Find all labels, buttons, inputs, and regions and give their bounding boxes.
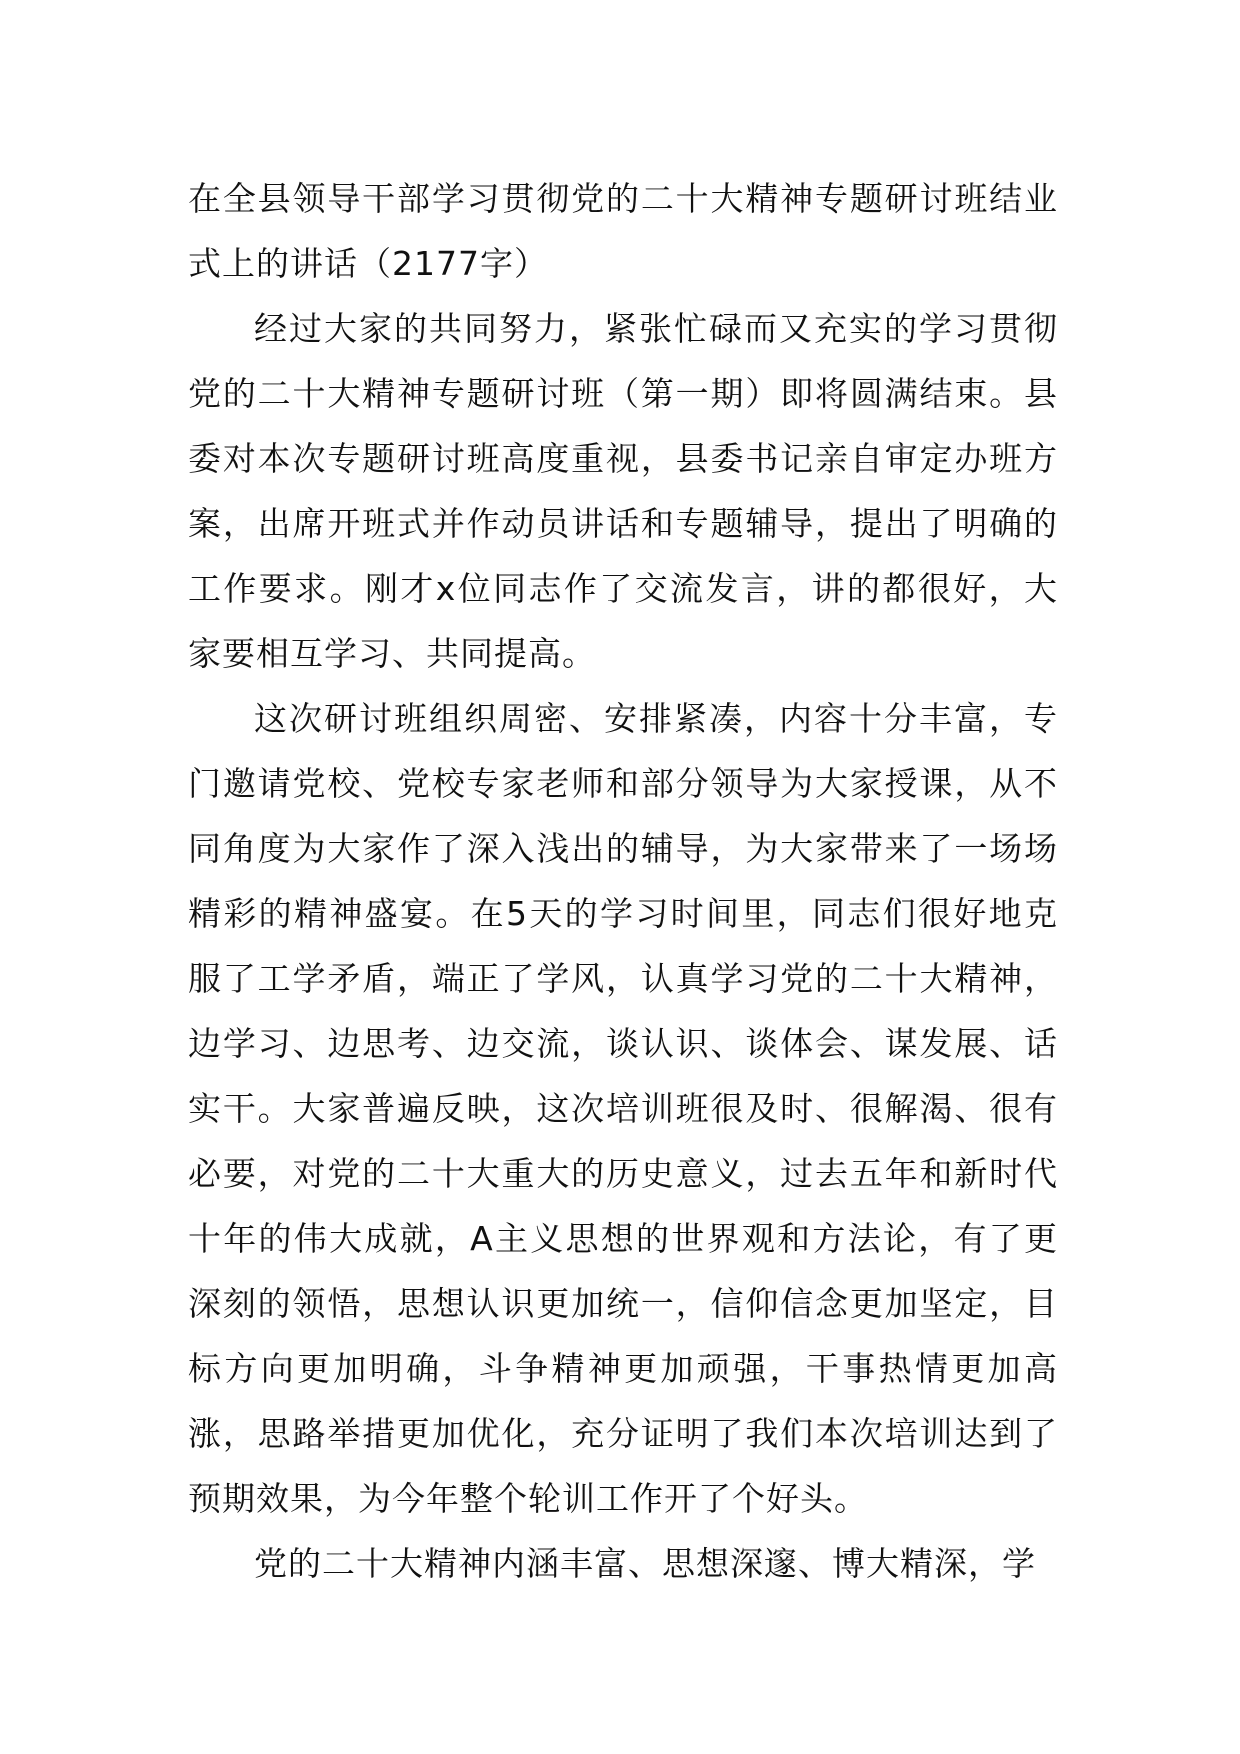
- paragraph: 党的二十大精神内涵丰富、思想深邃、博大精深，学: [254, 1544, 1036, 1583]
- document-title: 在全县领导干部学习贯彻党的二十大精神专题研讨班结业式上的讲话（2177字）: [188, 179, 1058, 283]
- paragraph: 这次研讨班组织周密、安排紧凑，内容十分丰富，专门邀请党校、党校专家老师和部分领导为大家授课，从不同角度为大家作了深入浅出的辅导，为大家带来了一场场精彩的精神盛宴。在5天的学习时间里，同志们很好地克服了工学矛盾，端正了学风，认真学习党的二十大精神，边学习、边思考、边交流，谈认识、谈体会、谋发展、话实干。大家普遍反映，这次培训班很及时、很解渴、很有必要，对党的二十大重大的历史意义，过去五年和新时代十年的伟大成就，A主义思想的世界观和方法论，有了更深刻的领悟，思想认识更加统一，信仰信念更加坚定，目标方向更加明确，斗争精神更加顽强，干事热情更加高涨，思路举措更加优化，充分证明了我们本次培训达到了预期效果，为今年整个轮训工作开了个好头。: [188, 699, 1058, 1518]
- paragraph: 经过大家的共同努力，紧张忙碌而又充实的学习贯彻党的二十大精神专题研讨班（第一期）即将圆满结束。县委对本次专题研讨班高度重视，县委书记亲自审定办班方案，出席开班式并作动员讲话和专题辅导，提出了明确的工作要求。刚才x位同志作了交流发言，讲的都很好，大家要相互学习、共同提高。: [188, 309, 1058, 673]
- document-body: [188, 166, 1058, 1596]
